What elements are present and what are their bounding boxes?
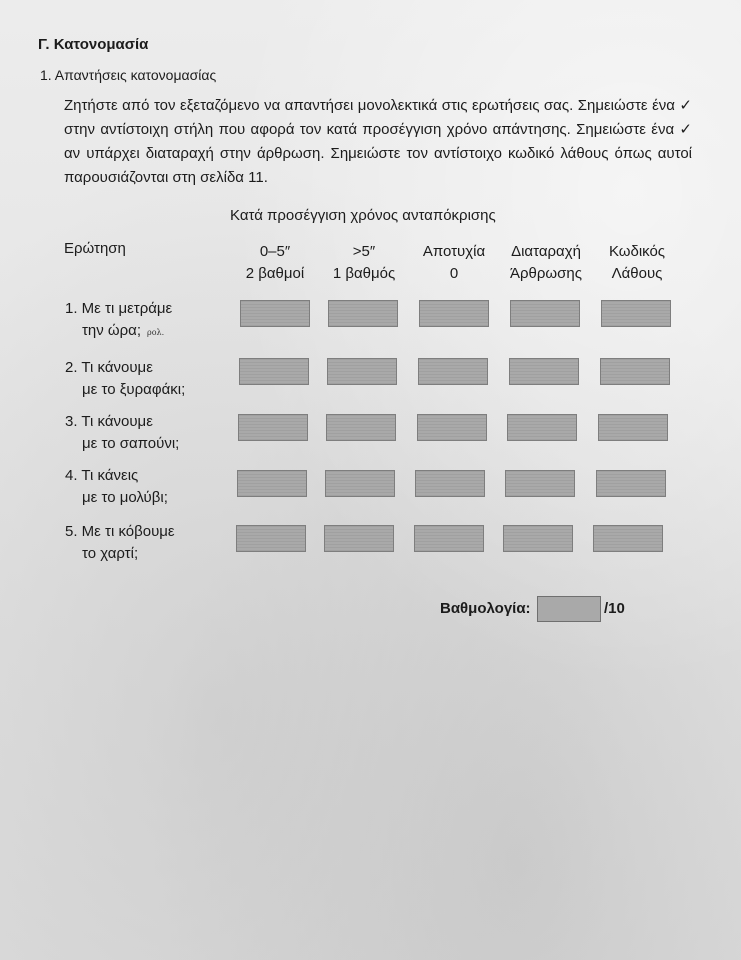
row-label-line2: με το μολύβι;: [82, 489, 168, 506]
answer-cell[interactable]: [596, 470, 666, 497]
column-header: [314, 241, 414, 285]
score-max: /10: [604, 600, 625, 617]
row-label-line2: την ώρα;: [82, 322, 142, 339]
answer-cell[interactable]: [417, 414, 487, 441]
answer-cell[interactable]: [239, 358, 309, 385]
row-label-line1: 5. Με τι κόβουμε: [65, 523, 175, 540]
answer-cell[interactable]: [325, 470, 395, 497]
answer-cell[interactable]: [237, 470, 307, 497]
answer-cell[interactable]: [507, 414, 577, 441]
column-header-line1: Αποτυχία: [422, 243, 486, 260]
answer-cell[interactable]: [327, 358, 397, 385]
answer-cell[interactable]: [601, 300, 671, 327]
answer-cell[interactable]: [236, 525, 306, 552]
answer-cell[interactable]: [509, 358, 579, 385]
column-header-line1: Διαταραχή: [511, 243, 581, 260]
answer-cell[interactable]: [510, 300, 580, 327]
section-title: Γ. Κατονομασία: [38, 36, 149, 53]
column-header-line1: >5″: [352, 243, 376, 260]
row-label-line2: με το ξυραφάκι;: [82, 381, 186, 398]
answer-cell[interactable]: [593, 525, 663, 552]
answer-cell[interactable]: [414, 525, 484, 552]
answer-cell[interactable]: [598, 414, 668, 441]
answer-cell[interactable]: [505, 470, 575, 497]
answer-cell[interactable]: [324, 525, 394, 552]
row-label: [65, 465, 168, 509]
column-header: [225, 241, 325, 285]
column-header-line1: 0–5″: [259, 243, 291, 260]
column-header-line2: Άρθρωσης: [510, 265, 582, 282]
column-header-question: Ερώτηση: [64, 240, 126, 257]
column-header-line2: 0: [449, 265, 459, 282]
answer-cell[interactable]: [240, 300, 310, 327]
column-header: [587, 241, 687, 285]
row-label: [65, 521, 175, 565]
answer-cell[interactable]: [328, 300, 398, 327]
row-label-line2: το χαρτί;: [82, 545, 139, 562]
answer-cell[interactable]: [415, 470, 485, 497]
column-header-line1: Κωδικός: [608, 243, 666, 260]
column-header-line2: Λάθους: [611, 265, 663, 282]
row-label-line1: 3. Τι κάνουμε: [65, 413, 153, 430]
answer-cell[interactable]: [600, 358, 670, 385]
answer-cell[interactable]: [326, 414, 396, 441]
row-label-line1: 4. Τι κάνεις: [65, 467, 139, 484]
row-label: [65, 357, 185, 401]
score-label: Βαθμολογία:: [440, 600, 531, 617]
handwritten-note: ρολ.: [147, 328, 165, 337]
item-heading: 1. Απαντήσεις κατονομασίας: [40, 67, 217, 83]
column-header: [404, 241, 504, 285]
answer-cell[interactable]: [503, 525, 573, 552]
instructions-paragraph: Ζητήστε από τον εξεταζόμενο να απαντήσει μονολεκτικά στις ερωτήσεις σας. Σημειώστε ένα ✓ στην αντίστοιχη στήλη που αφορά τον κατά προσέγγιση χρόνο απάντησης. Σημειώστε ένα ✓ αν υπάρχει διαταραχή στην άρθρωση. Σημειώστε τον αντίστοιχο κωδικό λάθους όπως αυτοί παρουσιάζονται στη σελίδα 11.: [64, 97, 692, 186]
column-header-line2: 1 βαθμός: [332, 265, 396, 282]
row-label-line1: 1. Με τι μετράμε: [65, 300, 173, 317]
score-input-box[interactable]: [537, 596, 601, 622]
row-label-line1: 2. Τι κάνουμε: [65, 359, 153, 376]
column-header-line2: 2 βαθμοί: [245, 265, 305, 282]
answer-cell[interactable]: [238, 414, 308, 441]
answer-cell[interactable]: [418, 358, 488, 385]
table-caption: Κατά προσέγγιση χρόνος ανταπόκρισης: [230, 207, 496, 224]
row-label: [65, 411, 179, 455]
row-label: [65, 298, 172, 344]
column-header: [496, 241, 596, 285]
row-label-line2: με το σαπούνι;: [82, 435, 180, 452]
answer-cell[interactable]: [419, 300, 489, 327]
